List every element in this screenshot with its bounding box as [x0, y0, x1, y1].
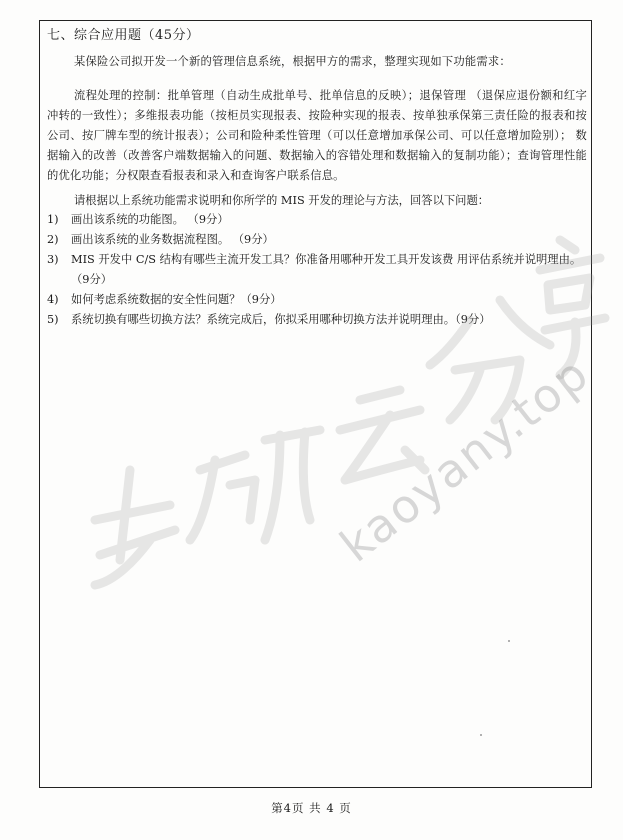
- question-number: 4): [47, 293, 59, 306]
- question-number: 1): [47, 213, 59, 226]
- question-text: 画出该系统的功能图。 （9分）: [71, 213, 229, 226]
- question-text: 如何考虑系统数据的安全性问题？（9分）: [71, 293, 282, 306]
- question-text: 系统切换有哪些切换方法？系统完成后，你拟采用哪种切换方法并说明理由。（9分）: [71, 313, 491, 326]
- url-watermark: kaoyany.top: [330, 345, 600, 573]
- requirements-paragraph: 流程处理的控制：批单管理（自动生成批单号、批单信息的反映）；退保管理 （退保应退份额和红字冲转的一致性）；多维报表功能（按柜员实现报表、按险种实现的报表、按单独承保第三责任险的报表和按公司、按厂牌车型的统计报表）；公司和险种柔性管理（可以任意增加承保公司、可以任意增加险别）； 数据输入的改善（改善客户端数据输入的问题、数据输入的容错处理和数据输入的复制功能）；查询管理性能的优化功能；分权限查看报表和录入和查询客户联系信息。: [47, 89, 587, 182]
- question-number: 5): [47, 313, 59, 326]
- question-text: 画出该系统的业务数据流程图。 （9分）: [71, 233, 274, 246]
- question-number: 3): [47, 253, 59, 266]
- question-prompt: 请根据以上系统功能需求说明和你所学的 MIS 开发的理论与方法，回答以下问题：: [74, 194, 490, 207]
- page-footer: 第4页 共 4 页: [271, 801, 352, 815]
- section-title: 七、综合应用题（45分）: [47, 28, 200, 43]
- intro-paragraph: 某保险公司拟开发一个新的管理信息系统，根据甲方的需求，整理实现如下功能需求：: [74, 55, 511, 68]
- question-number: 2): [47, 233, 59, 246]
- question-text: MIS 开发中 C/S 结构有哪些主流开发工具？你准备用哪种开发工具开发该费 用评估系统并说明理由。 （9分）: [71, 253, 582, 286]
- scan-speck: [508, 640, 510, 642]
- scan-speck: [480, 734, 482, 736]
